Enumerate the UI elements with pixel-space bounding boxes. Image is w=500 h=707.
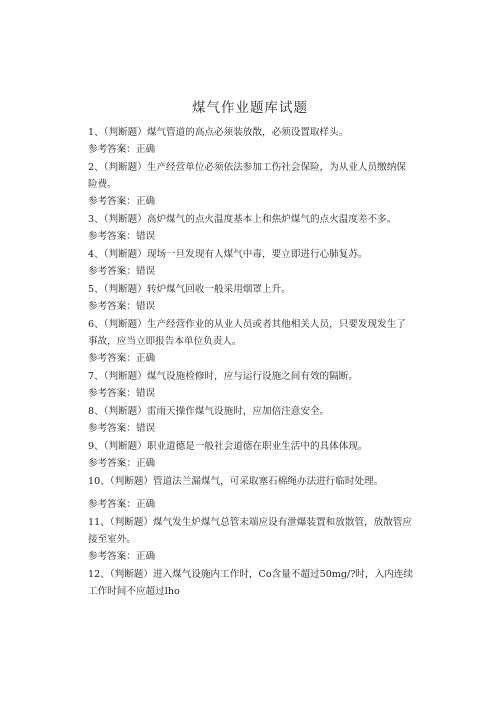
question-text: 4、（判断题）现场一旦发现有人煤气中毒，要立即进行心肺复苏。 <box>88 249 368 260</box>
answer-text: 参考答案：正确 <box>88 551 156 562</box>
answer-text: 参考答案：正确 <box>88 499 156 510</box>
answer-text: 参考答案：错误 <box>88 423 156 434</box>
answer-text: 参考答案：错误 <box>88 231 156 242</box>
question-text: 1、（判断题）煤气管道的高点必须装放散，必须设置取样头。 <box>88 127 349 138</box>
question-text: 7、（判断题）煤气设施检修时，应与运行设施之间有效的隔断。 <box>88 371 358 382</box>
answer-text: 参考答案：错误 <box>88 301 156 312</box>
document-title: 煤气作业题库试题 <box>192 100 308 116</box>
answer-text: 参考答案：错误 <box>88 266 156 277</box>
question-text: 3、（判断题）高炉煤气的点火温度基本上和焦炉煤气的点火温度差不多。 <box>88 214 397 225</box>
question-text: 10、（判断题）管道法兰漏煤气，可采取塞石棉绳办法进行临时处理。 <box>88 476 384 487</box>
question-text: 11、（判断题）煤气发生炉煤气总管末端应设有泄爆装置和放散管，放散管应接至室外。 <box>88 517 413 545</box>
answer-text: 参考答案：正确 <box>88 196 156 207</box>
answer-text: 参考答案：错误 <box>88 388 156 399</box>
question-text: 2、（判断题）生产经营单位必须依法参加工伤社会保险，为从业人员缴纳保险费。 <box>88 162 406 190</box>
question-text: 6、（判断题）生产经营作业的从业人员或者其他相关人员，只要发现发生了事故，应当立即报告本单位负责人。 <box>88 319 406 347</box>
question-text: 5、（判断题）转炉煤气回收一般采用烟罩上升。 <box>88 284 291 295</box>
answer-text: 参考答案：正确 <box>88 458 156 469</box>
question-list <box>88 124 413 600</box>
answer-text: 参考答案：正确 <box>88 353 156 364</box>
question-text: 12、（判断题）进入煤气设施内工作时，Co含量不超过50mg/?时，入内连续工作时间不应超过lho <box>88 569 413 597</box>
answer-text: 参考答案：正确 <box>88 144 156 155</box>
question-text: 8、（判断题）雷雨天操作煤气设施时，应加倍注意安全。 <box>88 406 330 417</box>
question-text: 9、（判断题）职业道德是一般社会道德在职业生活中的具体体现。 <box>88 441 368 452</box>
